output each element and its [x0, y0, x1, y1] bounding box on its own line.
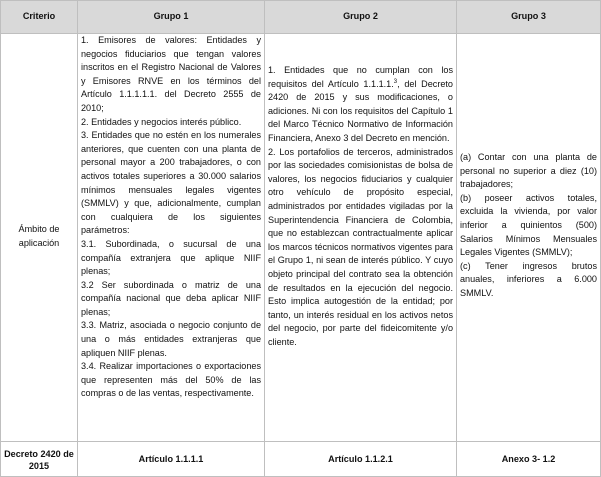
grupo-1-item: 3.4. Realizar importaciones o exportaciones que representen más del 50% de las compras o de las ventas, respectivamente. — [81, 361, 261, 399]
grupo-2-item-1: 1. Entidades que no cumplan con los requisitos del Artículo 1.1.1.1.$^3$, del Decreto 2420 de 2015 y sus modificaciones, o adiciones. Ni con los requisitos del Capítulo 1 del Marco Técnico Normativo de Información Financiera, Anexo 3 del Decreto en mención. — [268, 65, 453, 143]
grupo-1-item: 2. Entidades y negocios interés público. — [81, 116, 242, 127]
grupo-1-cell — [81, 34, 261, 401]
table-footer-row — [1, 441, 600, 477]
footer-grupo-1: Artículo 1.1.1.1 — [138, 453, 204, 464]
footer-criterio: Decreto 2420 de 2015 — [4, 448, 74, 471]
grupo-1-item: 1. Emisores de valores: Entidades y negocios fiduciarios que tengan valores inscritos en el Registro Nacional de Valores y Emisores RNVE en los términos del Artículo 1.1.1.1.1. del Decreto 2555 de 2010; — [81, 35, 261, 113]
column-divider — [264, 1, 265, 476]
grupo-1-item: 3. Entidades que no estén en los numerales anteriores, que cuenten con una planta de personal mayor a 200 trabajadores, o con activos totales superiores a 30.000 salarios mínimos mensuales legales vigentes (SMMLV) y que, adicionalmente, cumplan con cualquiera de los siguientes parámetros: — [81, 130, 261, 236]
grupo-2-item-2: 2. Los portafolios de terceros, administrados por las sociedades comisionistas de bolsa de valores, los negocios fiduciarios y cualquier otro vehículo de propósito especial, administrados por entidades vigiladas por la Superintendencia Financiera de Colombia, que no establezcan contractualmente aplicar los marcos técnicos normativos vigentes para el Grupo 1, ni sean de interés público. Y cuyo objeto principal del contrato sea la obtención de resultados en la ejecución del negocio. Esto implica autogestión de la entidad; por tanto, un interés residual en los activos netos del negocio, por parte del fideicomitente y/o cliente. — [268, 146, 453, 347]
grupo-3-item: (b) poseer activos totales, excluida la vivienda, por valor inferior a quinientos (500) Salarios Mínimos Mensuales Legales Vigentes (SMMLV); — [460, 192, 597, 258]
header-criterio: Criterio — [22, 11, 56, 22]
header-grupo-2: Grupo 2 — [343, 11, 378, 22]
footer-grupo-3: Anexo 3- 1.2 — [501, 453, 556, 464]
grupo-3-item: (a) Contar con una planta de personal no superior a diez (10) trabajadores; — [460, 152, 597, 190]
grupo-1-item: 3.3. Matriz, asociada o negocio conjunto de una o más entidades extranjeras que apliquen NIIF plenas. — [81, 320, 261, 358]
header-grupo-3: Grupo 3 — [511, 11, 546, 22]
footer-grupo-2: Artículo 1.1.2.1 — [328, 453, 393, 464]
header-grupo-1: Grupo 1 — [153, 11, 189, 22]
table-header — [1, 1, 600, 34]
grupo-1-item: 3.2 Ser subordinada o matriz de una compañía nacional que deba aplicar NIIF plenas; — [81, 279, 261, 317]
grupo-2-cell — [268, 64, 453, 349]
grupo-3-cell — [460, 151, 597, 301]
footnote-marker: 3 — [393, 78, 398, 85]
column-divider — [456, 1, 457, 476]
criterio-label: Ámbito de aplicación — [18, 224, 60, 248]
column-divider — [77, 1, 78, 476]
grupo-3-item: (c) Tener ingresos brutos anuales, inferiores a 6.000 SMMLV. — [460, 260, 597, 298]
grupo-1-item: 3.1. Subordinada, o sucursal de una compañía extranjera que aplique NIIF plenas; — [81, 238, 261, 277]
